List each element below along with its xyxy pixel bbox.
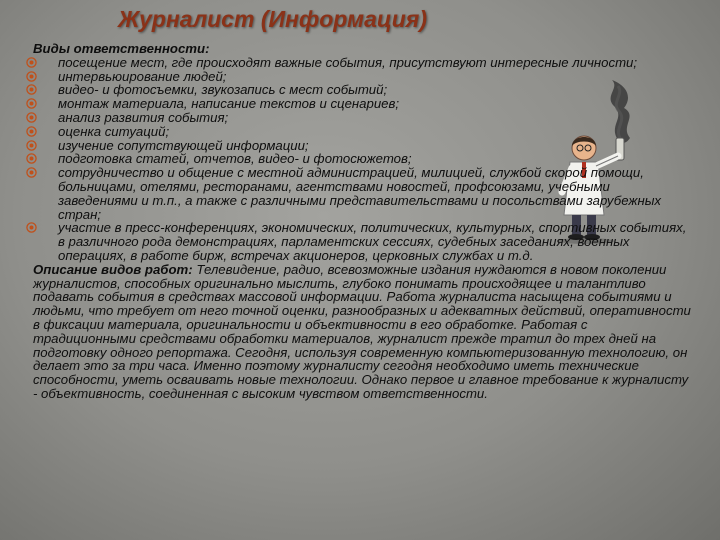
sun-ring-bullet-icon — [26, 126, 37, 137]
responsibility-text: подготовка статей, отчетов, видео- и фотосюжетов; — [58, 151, 412, 167]
responsibility-item — [33, 139, 693, 153]
description-text: Телевидение, радио, всевозможные издания нуждаются в новом поколении журналистов, способных оригинально мыслить, глубоко понимать происходящее и талантливо подавать события в средствах массовой информации. Работа журналиста насыщена событиями и людьми, что требует от него точной оценки, разнообразных и адекватных действий, оперативности в фиксации материала, оригинальности и объективности в его обработке. Работая с традиционными средствами обработки материалов, журналист прежде тратил до трех дней на подготовку одного репортажа. Сегодня, используя современную компьютеризованную технологию, он делает это за три часа. Именно поэтому журналисту сегодня необходимо иметь технические способности, уметь осваивать новые технологии. Однако первое и главное требование к журналисту - объективность, соединенная с высоким чувством ответственности. — [33, 261, 691, 401]
responsibility-text: монтаж материала, написание текстов и сценариев; — [58, 96, 400, 112]
responsibility-item — [33, 56, 693, 70]
responsibility-item — [33, 152, 693, 166]
responsibility-text: изучение сопутствующей информации; — [58, 137, 309, 153]
responsibility-item — [33, 166, 693, 221]
responsibility-item — [33, 111, 693, 125]
responsibility-text: участие в пресс-конференциях, экономических, политических, культурных, спортивных событиях, в различного рода демонстрациях, парламентских сессиях, судебных заседаниях, военных операциях, в работе бирж, встречах акционеров, церковных службах и т.д. — [58, 220, 687, 263]
sun-ring-bullet-icon — [26, 222, 37, 233]
slide-content — [33, 42, 693, 401]
description-heading: Описание видов работ: — [33, 261, 193, 277]
responsibility-item — [33, 83, 693, 97]
responsibilities-list — [33, 56, 693, 263]
slide-title: Журналист (Информация) — [118, 6, 427, 32]
responsibility-text: анализ развития события; — [58, 109, 229, 125]
responsibility-item — [33, 221, 693, 262]
responsibility-item — [33, 97, 693, 111]
responsibility-item — [33, 70, 693, 84]
description-paragraph — [33, 263, 693, 401]
sun-ring-bullet-icon — [26, 84, 37, 95]
responsibility-text: сотрудничество и общение с местной администрацией, милицией, службой скорой помощи, больницами, отелями, ресторанами, агентствами новостей, профсоюзами, учебными заведениями и т.п., а также с различными представительствами и посольствами зарубежных стран; — [58, 165, 662, 222]
sun-ring-bullet-icon — [26, 140, 37, 151]
sun-ring-bullet-icon — [26, 167, 37, 178]
responsibility-text: интервьюирование людей; — [58, 68, 227, 84]
sun-ring-bullet-icon — [26, 98, 37, 109]
sun-ring-bullet-icon — [26, 153, 37, 164]
sun-ring-bullet-icon — [26, 71, 37, 82]
responsibility-text: посещение мест, где происходят важные события, присутствуют интересные личности; — [58, 54, 638, 70]
sun-ring-bullet-icon — [26, 112, 37, 123]
responsibility-item — [33, 125, 693, 139]
sun-ring-bullet-icon — [26, 57, 37, 68]
responsibility-text: оценка ситуаций; — [58, 123, 170, 139]
responsibility-text: видео- и фотосъемки, звукозапись с мест событий; — [58, 82, 388, 98]
responsibilities-heading: Виды ответственности: — [33, 41, 210, 56]
